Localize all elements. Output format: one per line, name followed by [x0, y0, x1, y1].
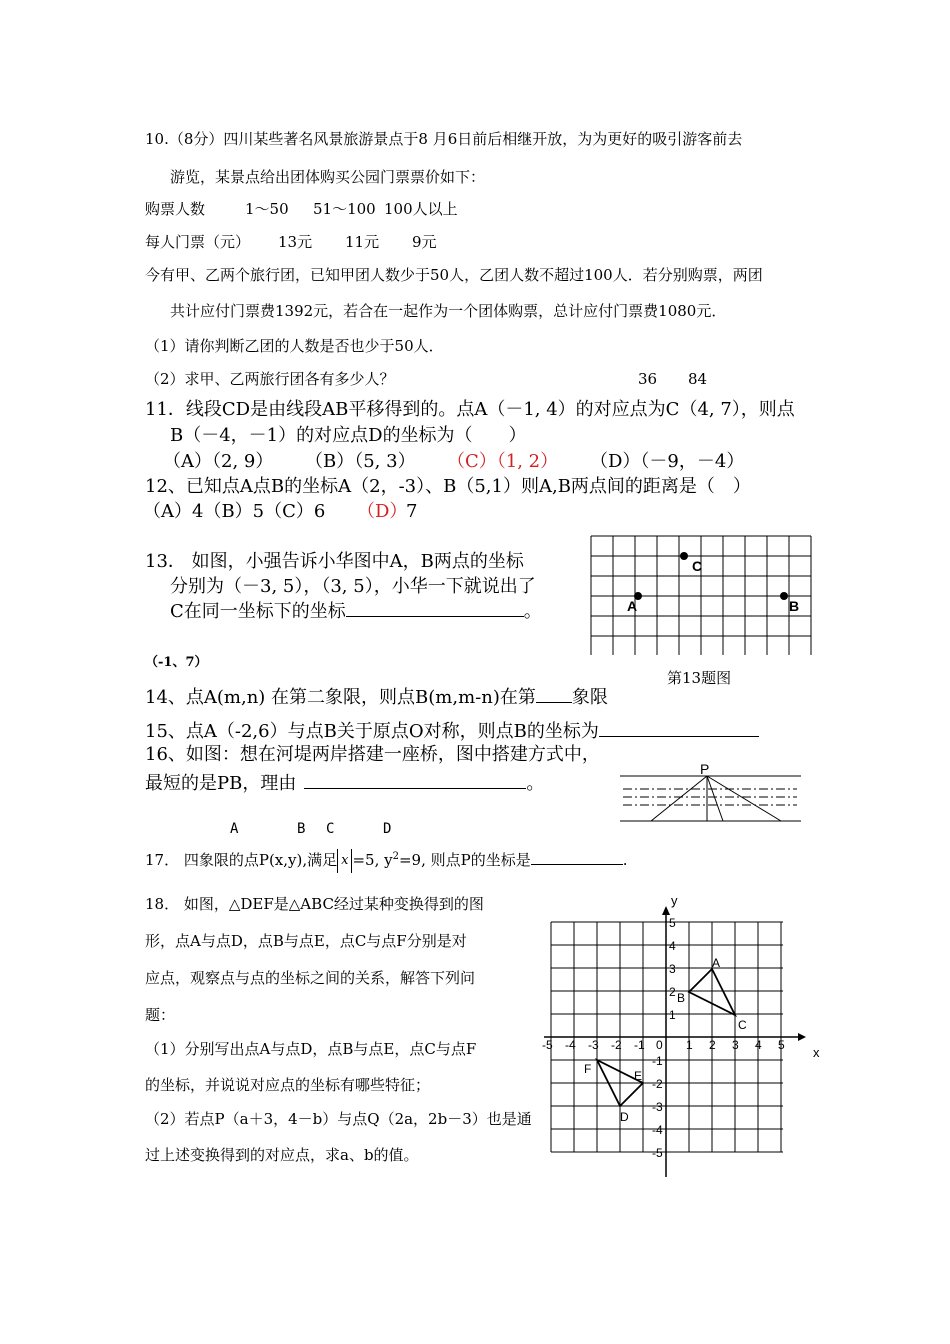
q10-price-1: 13元	[278, 233, 313, 251]
q18-point-a: A	[712, 956, 721, 970]
q18-y-tick-label: -1	[652, 1054, 663, 1068]
q18-line4: 题：	[145, 1006, 176, 1024]
q13-label-c: C	[692, 558, 703, 574]
q10-line1: 10.（8分）四川某些著名风景旅游景点于8 月6日前后相继开放，为为更好的吸引游客前去	[145, 130, 743, 148]
q13-point-c	[680, 552, 688, 560]
q18-line2: 形，点A与点D，点B与点E，点C与点F分别是对	[145, 932, 467, 950]
q13-grid-figure	[590, 535, 812, 655]
q14-text: 14、点A(m,n) 在第二象限，则点B(m,m-n)在第	[145, 687, 536, 708]
q16-line1: 16、如图：想在河堤两岸搭建一座桥，图中搭建方式中，	[145, 744, 600, 765]
q18-y-tick-label: -2	[652, 1077, 663, 1091]
q17-abs	[337, 849, 352, 873]
q16-line2	[145, 770, 544, 795]
q14-answer-blank[interactable]	[536, 684, 572, 703]
q10-row-people-label: 购票人数	[145, 200, 206, 218]
q15-answer-blank[interactable]	[599, 718, 759, 737]
q14-end: 象限	[571, 687, 608, 708]
q18-line8: 过上述变换得到的对应点，求a、b的值。	[145, 1146, 419, 1164]
q11-option-a: （A）（2, 9）	[163, 451, 274, 472]
q10-people-range-1: 1～50	[245, 200, 289, 218]
q18-y-tick-label: -4	[652, 1123, 663, 1137]
q12-option-d: （D）	[357, 501, 408, 522]
q18-x-axis-arrow	[798, 1033, 806, 1041]
q18-y-tick-label: 3	[669, 962, 676, 976]
q10-price-2: 11元	[345, 233, 380, 251]
q12-options-abc: （A）4（B）5（C）6	[143, 501, 326, 522]
q16-bridge-figure	[615, 760, 805, 830]
q18-x-tick-label: 2	[709, 1038, 716, 1052]
q18-line1: 18． 如图，△DEF是△ABC经过某种变换得到的图	[145, 895, 484, 913]
q10-line3: 今有甲、乙两个旅行团，已知甲团人数少于50人，乙团人数不超过100人．若分别购票，两团	[145, 266, 763, 284]
q10-answer-2: 84	[688, 370, 708, 388]
q13-line3	[170, 601, 542, 623]
q16-label-d: D	[383, 821, 392, 837]
q13-point-b	[780, 592, 788, 600]
q18-x-tick-label: -1	[634, 1038, 645, 1052]
q18-x-tick-label: -5	[542, 1038, 553, 1052]
q13-caption: 第13题图	[667, 669, 732, 687]
q18-y-tick-label: -5	[652, 1146, 663, 1160]
q18-point-b: B	[677, 991, 686, 1005]
q10-sub2: （2）求甲、乙两旅行团各有多少人？	[145, 370, 395, 388]
q17-end: .	[622, 851, 628, 869]
q13-line3-text: C在同一坐标下的坐标	[170, 601, 346, 622]
q17-pre: 17． 四象限的点P(x,y),满足	[145, 851, 338, 869]
q18-y-tick-label: 5	[669, 916, 676, 930]
q16-label-c: C	[326, 821, 335, 837]
q18-line6: 的坐标，并说说对应点的坐标有哪些特征；	[145, 1076, 431, 1094]
q18-x-tick-label: 4	[755, 1038, 762, 1052]
q18-origin-label: 0	[656, 1038, 663, 1052]
q13-answer-blank[interactable]	[346, 602, 524, 617]
q17-sup: 2	[392, 851, 399, 862]
q11-option-b: （B）（5, 3）	[305, 451, 416, 472]
q17-line	[145, 848, 628, 873]
q13-label-a: A	[627, 598, 638, 614]
q18-point-c: C	[738, 1018, 747, 1032]
q18-y-axis-arrow	[662, 906, 670, 915]
q18-x-tick-label: -3	[588, 1038, 599, 1052]
q13-line3-end: 。	[523, 601, 542, 622]
q18-x-tick-label: 3	[732, 1038, 739, 1052]
q15-line	[145, 718, 759, 743]
q15-text: 15、点A（-2,6）与点B关于原点O对称，则点B的坐标为	[145, 721, 599, 742]
q10-price-3: 9元	[412, 233, 437, 251]
q18-x-tick-label: 1	[686, 1038, 693, 1052]
q13-answer: （-1、7）	[145, 655, 208, 670]
q14-line	[145, 684, 608, 709]
q16-answer-blank[interactable]	[304, 770, 526, 789]
q16-label-a: A	[230, 821, 239, 837]
q13-line1: 13． 如图，小强告诉小华图中A，B两点的坐标	[145, 551, 524, 572]
q18-coordinate-figure	[540, 895, 840, 1185]
q11-option-d: （D）（－9，－4）	[590, 451, 745, 472]
q18-axis-y-label: y	[671, 895, 678, 908]
q18-y-tick-label: 1	[669, 1008, 676, 1022]
q16-line2-end: 。	[526, 773, 545, 794]
q18-line5: （1）分别写出点A与点D，点B与点E，点C与点F	[145, 1040, 477, 1058]
q17-abs-var: x	[341, 853, 349, 868]
q17-answer-blank[interactable]	[531, 850, 623, 865]
q18-y-tick-label: 4	[669, 939, 676, 953]
q17-post: =9, 则点P的坐标是	[398, 851, 531, 869]
q10-people-range-2: 51～100	[313, 200, 376, 218]
q11-line1: 11．线段CD是由线段AB平移得到的。点A（－1, 4）的对应点为C（4, 7），则点	[145, 399, 795, 420]
q18-line3: 应点，观察点与点的坐标之间的关系，解答下列问	[145, 969, 476, 987]
q16-line2-text: 最短的是PB，理由	[145, 773, 297, 794]
q18-line7: （2）若点P（a＋3，4－b）与点Q（2a，2b－3）也是通	[145, 1110, 532, 1128]
q10-line4: 共计应付门票费1392元，若合在一起作为一个团体购票，总计应付门票费1080元．	[170, 302, 727, 320]
q13-line2: 分别为（－3, 5），（3, 5），小华一下就说出了	[170, 576, 536, 597]
q16-label-p: P	[700, 761, 710, 777]
q18-x-tick-label: 5	[778, 1038, 785, 1052]
q18-point-e: E	[634, 1069, 643, 1083]
q17-mid: =5, y	[352, 851, 393, 869]
q18-y-tick-label: -3	[652, 1100, 663, 1114]
q10-line2: 游览，某景点给出团体购买公园门票票价如下：	[170, 168, 486, 186]
q10-answer-1: 36	[638, 370, 658, 388]
q11-option-c: （C）（1, 2）	[447, 451, 559, 472]
q18-point-f: F	[584, 1062, 592, 1076]
q11-line2: B（－4，－1）的对应点D的坐标为（ ）	[170, 425, 527, 446]
q12-line1: 12、已知点A点B的坐标A（2，-3）、B（5,1）则A,B两点间的距离是（ ）	[145, 476, 751, 497]
q13-label-b: B	[789, 598, 800, 614]
q10-sub1: （1）请你判断乙团的人数是否也少于50人．	[145, 337, 444, 355]
q18-x-tick-label: -2	[611, 1038, 622, 1052]
q12-option-d-value: 7	[406, 501, 418, 522]
q16-label-b: B	[297, 821, 306, 837]
q18-axis-x-label: x	[813, 1045, 820, 1060]
q18-y-tick-label: 2	[669, 985, 676, 999]
q10-people-range-3: 100人以上	[384, 200, 458, 218]
q10-row-price-label: 每人门票（元）	[145, 233, 251, 251]
q18-x-tick-label: -4	[565, 1038, 576, 1052]
q18-point-d: D	[620, 1110, 629, 1124]
